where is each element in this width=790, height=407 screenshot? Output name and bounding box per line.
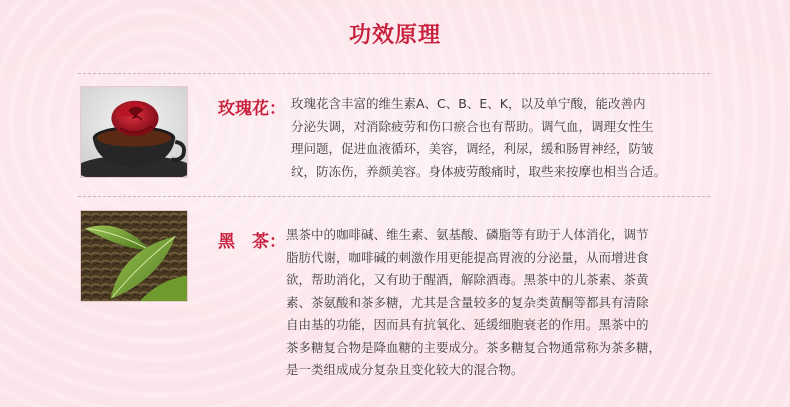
- black-tea-label: 黑 茶：: [218, 232, 286, 252]
- black-tea-description-line: 素、茶氨酸和茶多糖，尤其是含量较多的复杂类黄酮等都具有清除: [286, 294, 649, 310]
- rose-description-line: 玫瑰花含丰富的维生素A、C、B、E、K，以及单宁酸，能改善内: [291, 96, 646, 111]
- tea-leaves-photo: [80, 210, 188, 302]
- black-tea-description-line: 欲，帮助消化，又有助于醒酒，解除酒毒。黑茶中的儿茶素、茶黄: [286, 272, 649, 287]
- black-tea-description-line: 脂肪代谢，咖啡碱的刺激作用更能提高胃液的分泌量，从而增进食: [286, 249, 649, 265]
- black-tea-description-line: 黑茶中的咖啡碱、维生素、氨基酸、磷脂等有助于人体消化，调节: [286, 227, 649, 242]
- divider-middle: [78, 196, 710, 197]
- black-tea-description: [286, 224, 716, 382]
- rose-label: 玫瑰花：: [218, 99, 286, 119]
- rose-description-line: 纹，防冻伤，养颜美容。身体疲劳酸痛时，取些来按摩也相当合适。: [291, 163, 667, 179]
- black-tea-description-line: 茶多糖复合物是降血糖的主要成分。茶多糖复合物通常称为茶多糖，: [286, 339, 662, 355]
- rose-tea-photo: [80, 86, 188, 178]
- black-tea-description-line: 是一类组成成分复杂且变化较大的混合物。: [286, 362, 524, 377]
- rose-description-line: 分泌失调，对消除疲劳和伤口瘀合也有帮助。调气血，调理女性生: [291, 118, 654, 134]
- page-title: 功效原理: [348, 23, 441, 48]
- rose-description: [291, 93, 721, 183]
- rose-description-line: 理问题，促进血液循环，美容，调经，利尿，缓和肠胃神经，防皱: [291, 141, 654, 156]
- black-tea-description-line: 自由基的功能，因而具有抗氧化、延缓细胞衰老的作用。黑茶中的: [286, 317, 649, 332]
- divider-top: [78, 73, 710, 74]
